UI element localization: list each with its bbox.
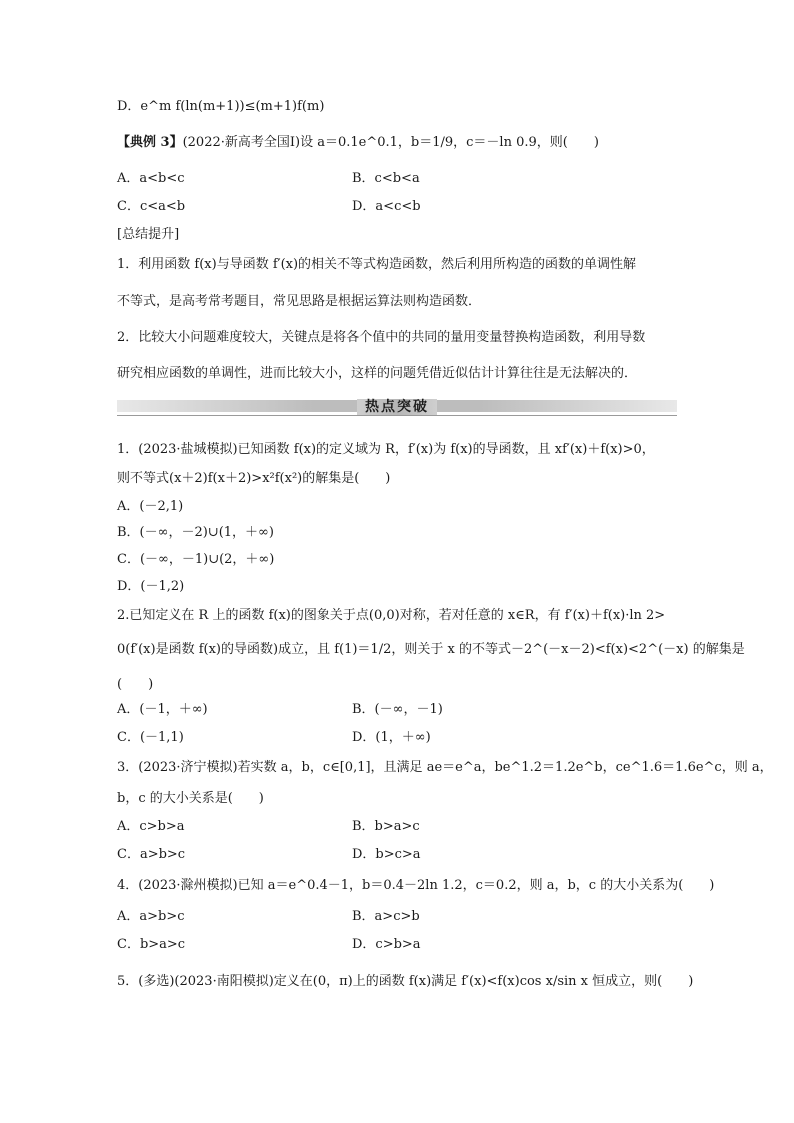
example3-option-c: C．c<a<b — [117, 199, 186, 214]
q1-option-d: D．(－1,2) — [117, 579, 185, 594]
summary-p2-line1: 2．比较大小问题难度较大，关键点是将各个值中的共同的量用变量替换构造函数，利用导数 — [117, 330, 646, 345]
q2-line1: 2.已知定义在 R 上的函数 f(x)的图象关于点(0,0)对称，若对任意的 x∈R，有 f′(x)＋f(x)·ln 2> — [117, 608, 666, 623]
example3-option-a: A．a<b<c — [117, 171, 185, 186]
summary-p1-line1: 1．利用函数 f(x)与导函数 f′(x)的相关不等式构造函数，然后利用所构造的函数的单调性解 — [117, 257, 637, 272]
example3-option-b: B．c<b<a — [352, 171, 420, 186]
example3-stem — [117, 134, 599, 152]
example3-source: (2022·新高考全国Ⅰ) — [182, 135, 301, 150]
q4-option-d: D．c>b>a — [352, 937, 421, 952]
section-title-text: 热点突破 — [357, 399, 437, 415]
q3-option-d: D．b>c>a — [352, 847, 421, 862]
q3-option-a: A．c>b>a — [117, 819, 185, 834]
q2-option-c: C．(－1,1) — [117, 730, 184, 745]
q1-line1: 1．(2023·盐城模拟)已知函数 f(x)的定义域为 R，f′(x)为 f(x)的导函数，且 xf′(x)＋f(x)>0， — [117, 442, 655, 457]
q2-option-a: A．(－1，＋∞) — [117, 702, 208, 717]
section-banner — [117, 395, 677, 417]
q1-option-c: C．(－∞，－1)∪(2，＋∞) — [117, 552, 275, 567]
q4-option-b: B．a>c>b — [352, 909, 420, 924]
q2-option-d: D．(1，＋∞) — [352, 730, 431, 745]
summary-p2-line2: 研究相应函数的单调性，进而比较大小，这样的问题凭借近似估计计算往往是无法解决的． — [117, 366, 638, 381]
q3-line2: b，c 的大小关系是( ) — [117, 791, 264, 806]
q3-option-c: C．a>b>c — [117, 847, 186, 862]
q3-option-b: B．b>a>c — [352, 819, 420, 834]
example3-label: 【典例 3】 — [117, 135, 183, 150]
summary-p1-line2: 不等式，是高考常考题目，常见思路是根据运算法则构造函数． — [117, 294, 482, 309]
q5-line1: 5．(多选)(2023·南阳模拟)定义在(0，π)上的函数 f(x)满足 f′(x)<f(x)cos x/sin x 恒成立，则( ) — [117, 974, 694, 989]
q2-option-b: B．(－∞，－1) — [352, 702, 443, 717]
summary-title: [总结提升] — [117, 227, 180, 242]
q1-line2: 则不等式(x＋2)f(x＋2)>x²f(x²)的解集是( ) — [117, 471, 391, 486]
q4-option-a: A．a>b>c — [117, 909, 185, 924]
q4-option-c: C．b>a>c — [117, 937, 186, 952]
q3-line1: 3．(2023·济宁模拟)若实数 a，b，c∈[0,1]，且满足 ae＝e^a，be^1.2＝1.2e^b，ce^1.6＝1.6e^c，则 a， — [117, 760, 773, 775]
q2-line3: ( ) — [117, 677, 154, 692]
example3-text: 设 a＝0.1e^0.1，b＝1/9，c＝－ln 0.9，则( ) — [300, 135, 599, 150]
q1-option-a: A．(－2,1) — [117, 499, 184, 514]
top-option-d: D．e^m f(ln(m+1))≤(m+1)f(m) — [117, 99, 325, 114]
q1-option-b: B．(－∞，－2)∪(1，＋∞) — [117, 525, 274, 540]
q4-line1: 4．(2023·滁州模拟)已知 a＝e^0.4－1，b＝0.4－2ln 1.2，c＝0.2，则 a，b，c 的大小关系为( ) — [117, 878, 715, 893]
section-title — [117, 396, 677, 416]
example3-option-d: D．a<c<b — [352, 199, 421, 214]
q2-line2: 0(f′(x)是函数 f(x)的导函数)成立，且 f(1)＝1/2，则关于 x 的不等式－2^(－x－2)<f(x)<2^(－x) 的解集是 — [117, 642, 745, 657]
